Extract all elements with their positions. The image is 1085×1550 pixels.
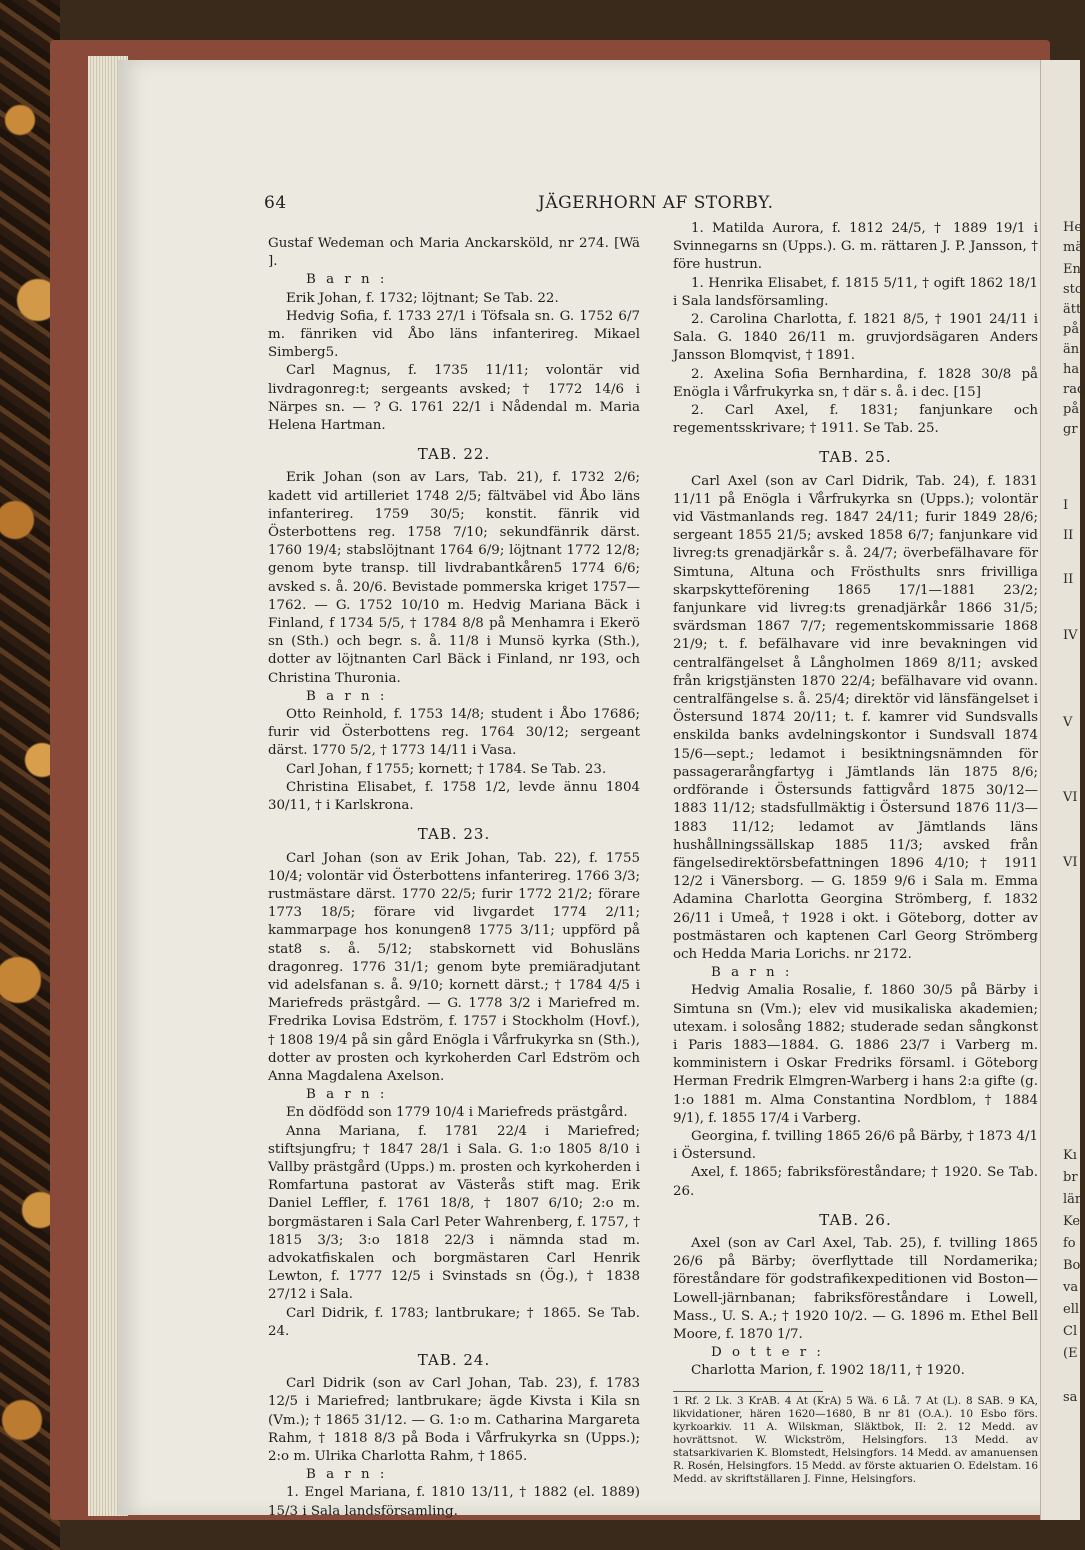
next-page-fragment: län [1063, 1192, 1084, 1207]
entry-paragraph: 2. Carl Axel, f. 1831; fanjunkare och regementsskrivare; † 1911. Se Tab. 25. [673, 403, 1038, 437]
entry-paragraph: Erik Johan (son av Lars, Tab. 21), f. 1732 2/6; kadett vid artilleriet 1748 2/5; fältväbel vid Åbo läns infanterireg. 1759 30/5; konstit. fänrik vid Österbottens reg. 1758 7/10; sekundfänrik därst. 1760 19/4; stabslöjtnant 1764 6/9; löjtnant 1772 12/8; genom byte transp. till livdrabantkåren5 1774 6/6; avsked s. å. 20/6. Bevistade pommerska kriget 1757—1762. — G. 1752 10/10 m. Hedvig Mariana Bäck i Finland, f 1734 5/5, † 1784 8/8 på Menhamra i Ekerö sn (Sth.) och begr. s. å. 11/8 i Munsö kyrka (Sth.), dotter av löjtnanten Carl Bäck i Finland, nr 193, och Christina Thuronia. [268, 470, 640, 686]
next-page-fragment: gr [1063, 422, 1078, 437]
table-heading: TAB. 24. [417, 1350, 491, 1369]
next-page-fragment: på [1063, 322, 1080, 337]
entry-paragraph: Christina Elisabet, f. 1758 1/2, levde ännu 1804 30/11, † i Karlskrona. [268, 779, 640, 814]
next-page-fragment: mä [1063, 240, 1084, 255]
section-label: B a r n : [306, 1087, 388, 1103]
next-page-fragment: Bo [1063, 1258, 1081, 1273]
entry-paragraph: Axel, f. 1865; fabriksföreståndare; † 1920. Se Tab. 26. [673, 1165, 1038, 1199]
next-page-fragment: Kı [1063, 1148, 1077, 1163]
entry-paragraph: Axel (son av Carl Axel, Tab. 25), f. tvilling 1865 26/6 på Bärby; överflyttade till Nordamerika; föreståndare för godstrafikexpeditionen vid Boston—Lowell-järnbanan; fabriksföreståndare i Lowell, Mass., U. S. A.; † 1920 10/2. — G. 1896 m. Ethel Bell Moore, f. 1870 1/7. [673, 1235, 1038, 1342]
next-page-fragment: IV [1063, 628, 1078, 643]
next-page-fragment: VI [1063, 855, 1078, 870]
next-page-fragment: sto [1063, 282, 1083, 297]
entry-paragraph: Carl Didrik (son av Carl Johan, Tab. 23), f. 1783 12/5 i Mariefred; lantbrukare; ägde Kivsta i Kila sn (Vm.); † 1865 31/12. — G. 1:o m. Catharina Margareta Rahm, † 1818 8/3 på Boda i Vårfrukyrka sn (Upps.); 2:o m. Ulrika Charlotta Rahm, † 1865. [268, 1376, 640, 1464]
entry-paragraph: Hedvig Sofia, f. 1733 27/1 i Töfsala sn. G. 1752 6/7 m. fänriken vid Åbo läns infanterireg. Mikael Simberg5. [268, 308, 640, 361]
next-page-fragment: II [1063, 528, 1074, 543]
table-heading: TAB. 25. [819, 448, 892, 467]
section-label: B a r n : [306, 1467, 388, 1483]
left-column [268, 235, 640, 1521]
next-page-fragment: fo [1063, 1236, 1076, 1251]
page-left [118, 60, 1058, 1519]
table-heading: TAB. 22. [417, 445, 491, 464]
entry-paragraph: Charlotta Marion, f. 1902 18/11, † 1920. [691, 1363, 965, 1379]
next-page-fragment: på [1063, 402, 1080, 417]
entry-paragraph: Erik Johan, f. 1732; löjtnant; Se Tab. 22. [286, 290, 559, 306]
footnotes: 1 Rf. 2 Lk. 3 KrAB. 4 At (KrA) 5 Wä. 6 Lå. 7 At (L). 8 SAB. 9 KA, likvidationer, hären 1620—1680, B nr 81 (O.A.). 10 Esbo förs. kyrkoarkiv. 11 A. Wilskman, Släktbok, II: 2. 12 Medd. av hovrättsnot. W. Wickström, Helsingfors. 13 Medd. av statsarkivarien K. Blomstedt, Helsingfors. 14 Medd. av amanuensen R. Rosén, Helsingfors. 15 Medd. av förste aktuarien O. Edelstam. 16 Medd. av skriftställaren J. Finne, Helsingfors. [673, 1394, 1038, 1485]
entry-paragraph: Otto Reinhold, f. 1753 14/8; student i Åbo 17686; furir vid Österbottens reg. 1764 30/12; sergeant därst. 1770 5/2, † 1773 14/11 i Vasa. [268, 707, 640, 759]
next-page-fragment: (E [1063, 1346, 1078, 1361]
page-number: 64 [264, 193, 287, 213]
entry-paragraph: Hedvig Amalia Rosalie, f. 1860 30/5 på Bärby i Simtuna sn (Vm.); elev vid musikaliska akademien; utexam. i solosång 1882; studerade sedan sångkonst i Paris 1883—1884. G. 1886 23/7 i Varberg m. komministern i Oskar Fredriks församl. i Göteborg Herman Fredrik Elmgren-Warberg i hans 2:a gifte (g. 1:o 1881 m. Alma Constantina Nordblom, † 1884 9/1), f. 1855 17/4 i Varberg. [673, 983, 1038, 1126]
entry-paragraph: Gustaf Wedeman och Maria Anckarsköld, nr 274. [Wä ]. [268, 236, 640, 270]
next-page-fragment: Ke [1063, 1214, 1081, 1229]
next-page-fragment: I [1063, 498, 1069, 513]
section-label: B a r n : [711, 965, 793, 981]
next-page-fragment: sa [1063, 1390, 1078, 1405]
section-label: B a r n : [306, 272, 388, 288]
next-page-fragment: He [1063, 220, 1083, 235]
entry-paragraph: En dödfödd son 1779 10/4 i Mariefreds prästgård. [286, 1105, 628, 1121]
next-page-fragment: va [1063, 1280, 1079, 1295]
running-head: JÄGERHORN AF STORBY. [538, 193, 774, 213]
entry-paragraph: Carl Didrik, f. 1783; lantbrukare; † 1865. Se Tab. 24. [268, 1305, 640, 1339]
entry-paragraph: Anna Mariana, f. 1781 22/4 i Mariefred; stiftsjungfru; † 1847 28/1 i Sala. G. 1:o 1805 8/10 i Vallby prästgård (Upps.) m. prosten och kyrkoherden i Romfartuna pastorat av Västerås stift mag. Erik Daniel Leffler, f. 1761 18/8, † 1807 6/10; 2:o m. borgmästaren i Sala Carl Peter Wahrenberg, f. 1757, † 1815 3/3; 3:o 1818 22/3 i nämnda stad m. advokatfiskalen och borgmästaren Carl Henrik Lewton, f. 1777 12/5 i Svinstads sn (Ög.), † 1838 27/12 i Sala. [268, 1123, 640, 1303]
entry-paragraph: 2. Carolina Charlotta, f. 1821 8/5, † 1901 24/11 i Sala. G. 1840 26/11 m. gruvjordsägaren Anders Jansson Blomqvist, † 1891. [673, 312, 1038, 364]
table-heading: TAB. 26. [819, 1210, 892, 1229]
section-label: D o t t e r : [711, 1345, 824, 1361]
next-page-fragment: ha [1063, 362, 1080, 377]
entry-paragraph: 1. Engel Mariana, f. 1810 13/11, † 1882 (el. 1889) 15/3 i Sala landsförsamling. [268, 1485, 640, 1519]
next-page-fragment: Cl [1063, 1324, 1078, 1339]
entry-paragraph: Carl Johan (son av Erik Johan, Tab. 22), f. 1755 10/4; volontär vid Österbottens infanterireg. 1766 3/3; rustmästare därst. 1770 22/5; furir 1772 21/2; förare 1773 18/5; förare vid livgardet 1774 2/11; kammarpage hos konungen8 1775 3/11; uppförd på stat8 s. å. 5/12; stabskornett vid Bohusläns dragonreg. 1776 31/1; genom byte premiäradjutant vid adelsfanan s. å. 9/10; kornett därst.; † 1784 4/5 i Mariefreds prästgård. — G. 1778 3/2 i Mariefred m. Fredrika Lovisa Edström, f. 1757 i Stockholm (Hovf.), † 1808 19/4 på sin gård Enögla i Vårfrukyrka sn (Sth.), dotter av prosten och kyrkoherden Carl Edström och Anna Magdalena Axelson. [268, 850, 640, 1084]
entry-paragraph: 1. Matilda Aurora, f. 1812 24/5, † 1889 19/1 i Svinnegarns sn (Upps.). G. m. rättaren J. P. Jansson, † före hustrun. [673, 221, 1038, 273]
next-page-fragment: VI [1063, 790, 1078, 805]
next-page-fragment: V [1063, 715, 1073, 730]
entry-paragraph: Carl Magnus, f. 1735 11/11; volontär vid livdragonreg:t; sergeants avsked; † 1772 14/6 i Närpes sn. — ? G. 1761 22/1 i Nådendal m. Maria Helena Hartman. [268, 363, 640, 434]
next-page-fragment: ätt [1063, 302, 1082, 317]
next-page-edge [1040, 60, 1085, 1520]
next-page-fragment: En [1063, 262, 1081, 277]
next-page-fragment: än [1063, 342, 1080, 357]
section-label: B a r n : [306, 688, 388, 704]
entry-paragraph: 2. Axelina Sofia Bernhardina, f. 1828 30/8 på Enögla i Vårfrukyrka sn, † där s. å. i dec. [15] [673, 366, 1038, 400]
next-page-fragment: ell [1063, 1302, 1080, 1317]
entry-paragraph: Carl Axel (son av Carl Didrik, Tab. 24), f. 1831 11/11 på Enögla i Vårfrukyrka sn (Upps.); volontär vid Västmanlands reg. 1847 24/11; furir 1849 28/6; sergeant 1855 21/5; avsked 1858 6/7; fanjunkare vid livreg:ts grenadjärkår s. å. 24/7; överbefälhavare för Simtuna, Altuna och Frösthults snrs frivilliga skarpskytteförening 1865 17/1—1881 23/2; fanjunkare vid livreg:ts grenadjärkår 1866 31/5; svärdsman 1867 7/7; regementskommissarie 1868 21/9; t. f. befälhavare vid inre bevakningen vid centralfängelset å Långholmen 1869 8/11; avsked från krigstjänsten 1870 22/4; befälhavare vid ovann. centralfängelse s. å. 25/4; direktör vid länsfängelset i Östersund 1874 20/11; t. f. kamrer vid Sundsvalls enskilda banks avdelningskontor i Sundsvall 1874 15/6—sept.; ledamot i besiktningsnämnden för passagerarångfartyg i Jämtlands län 1875 8/6; ordförande i Östersunds fattigvård 1875 30/12—1883 11/12; stadsfullmäktig i Östersund 1876 11/3—1883 11/12; ledamot av Jämtlands läns hushållningssällskap 1885 11/3; avsked från fängelsedirektörsbefattningen 1896 4/10; † 1911 12/2 i Vänersborg. — G. 1859 9/6 i Sala m. Emma Adamina Charlotta Georgina Strömberg, f. 1832 26/11 i Umeå, † 1928 i okt. i Göteborg, dotter av postmästaren och kaptenen Carl Georg Strömberg och Hedda Maria Lorichs. nr 2172. [673, 473, 1038, 962]
next-page-fragment: II [1063, 572, 1074, 587]
entry-paragraph: Georgina, f. tvilling 1865 26/6 på Bärby, † 1873 4/1 i Östersund. [673, 1128, 1038, 1163]
next-page-fragment: br [1063, 1170, 1078, 1185]
next-page-fragment: rad [1063, 382, 1085, 397]
table-heading: TAB. 23. [417, 825, 491, 844]
entry-paragraph: 1. Henrika Elisabet, f. 1815 5/11, † ogift 1862 18/1 i Sala landsförsamling. [673, 275, 1038, 309]
right-column-body [673, 220, 1038, 1381]
right-column [673, 220, 1038, 1486]
entry-paragraph: Carl Johan, f 1755; kornett; † 1784. Se Tab. 23. [286, 761, 607, 777]
